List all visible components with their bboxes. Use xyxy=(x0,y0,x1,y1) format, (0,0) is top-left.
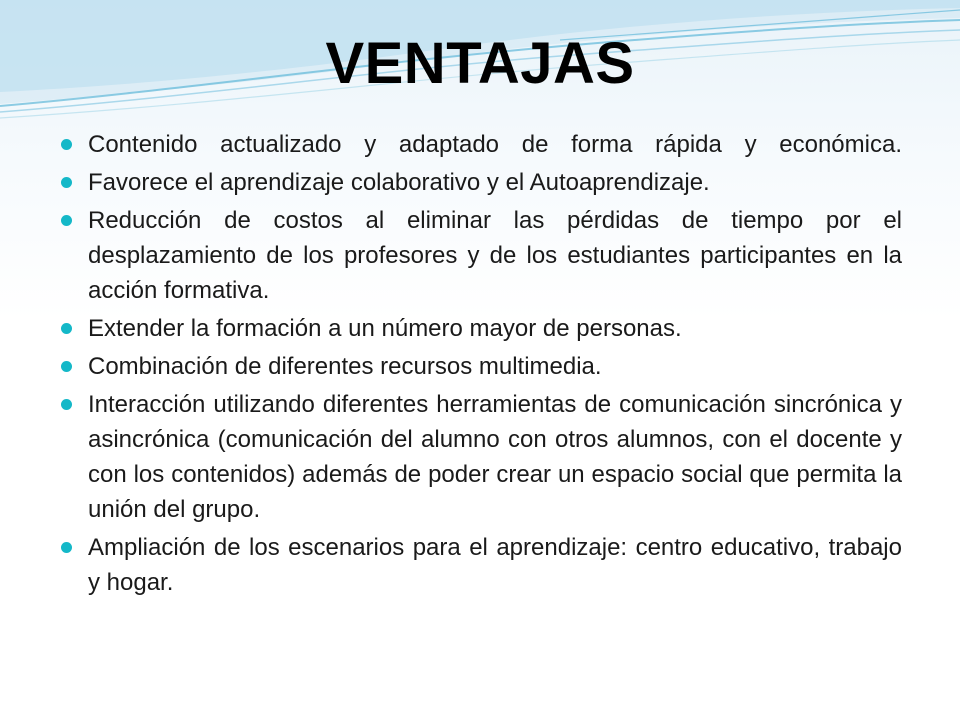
bullet-text: Favorece el aprendizaje colaborativo y el Autoaprendizaje. xyxy=(88,169,710,196)
bullet-text: Contenido actualizado y adaptado de forma rápida y económica. xyxy=(88,131,902,158)
bullet-text: Ampliación de los escenarios para el aprendizaje: centro educativo, trabajo y hogar. xyxy=(88,534,902,596)
bullet-dot-icon xyxy=(61,399,72,410)
bullet-item xyxy=(60,165,902,200)
bullet-text: Extender la formación a un número mayor de personas. xyxy=(88,315,682,342)
bullet-dot-icon xyxy=(61,139,72,150)
bullet-item xyxy=(60,127,902,162)
bullet-dot-icon xyxy=(61,177,72,188)
bullet-text: Reducción de costos al eliminar las pérdidas de tiempo por el desplazamiento de los profesores y de los estudiantes participantes en la acción formativa. xyxy=(88,207,902,304)
bullet-text: Combinación de diferentes recursos multimedia. xyxy=(88,353,602,380)
bullet-item xyxy=(60,530,902,600)
bullet-item xyxy=(60,387,902,527)
bullet-dot-icon xyxy=(61,215,72,226)
bullet-dot-icon xyxy=(61,323,72,334)
slide-title: VENTAJAS xyxy=(325,31,635,96)
bullet-dot-icon xyxy=(61,361,72,372)
bullet-item xyxy=(60,203,902,308)
bullet-text: Interacción utilizando diferentes herramientas de comunicación sincrónica y asincrónica (comunicación del alumno con otros alumnos, con el docente y con los contenidos) además de poder crear un espacio social que permita la unión del grupo. xyxy=(88,391,902,523)
bullet-item xyxy=(60,349,902,384)
bullet-dot-icon xyxy=(61,542,72,553)
bullet-item xyxy=(60,311,902,346)
bullet-list xyxy=(60,127,902,603)
